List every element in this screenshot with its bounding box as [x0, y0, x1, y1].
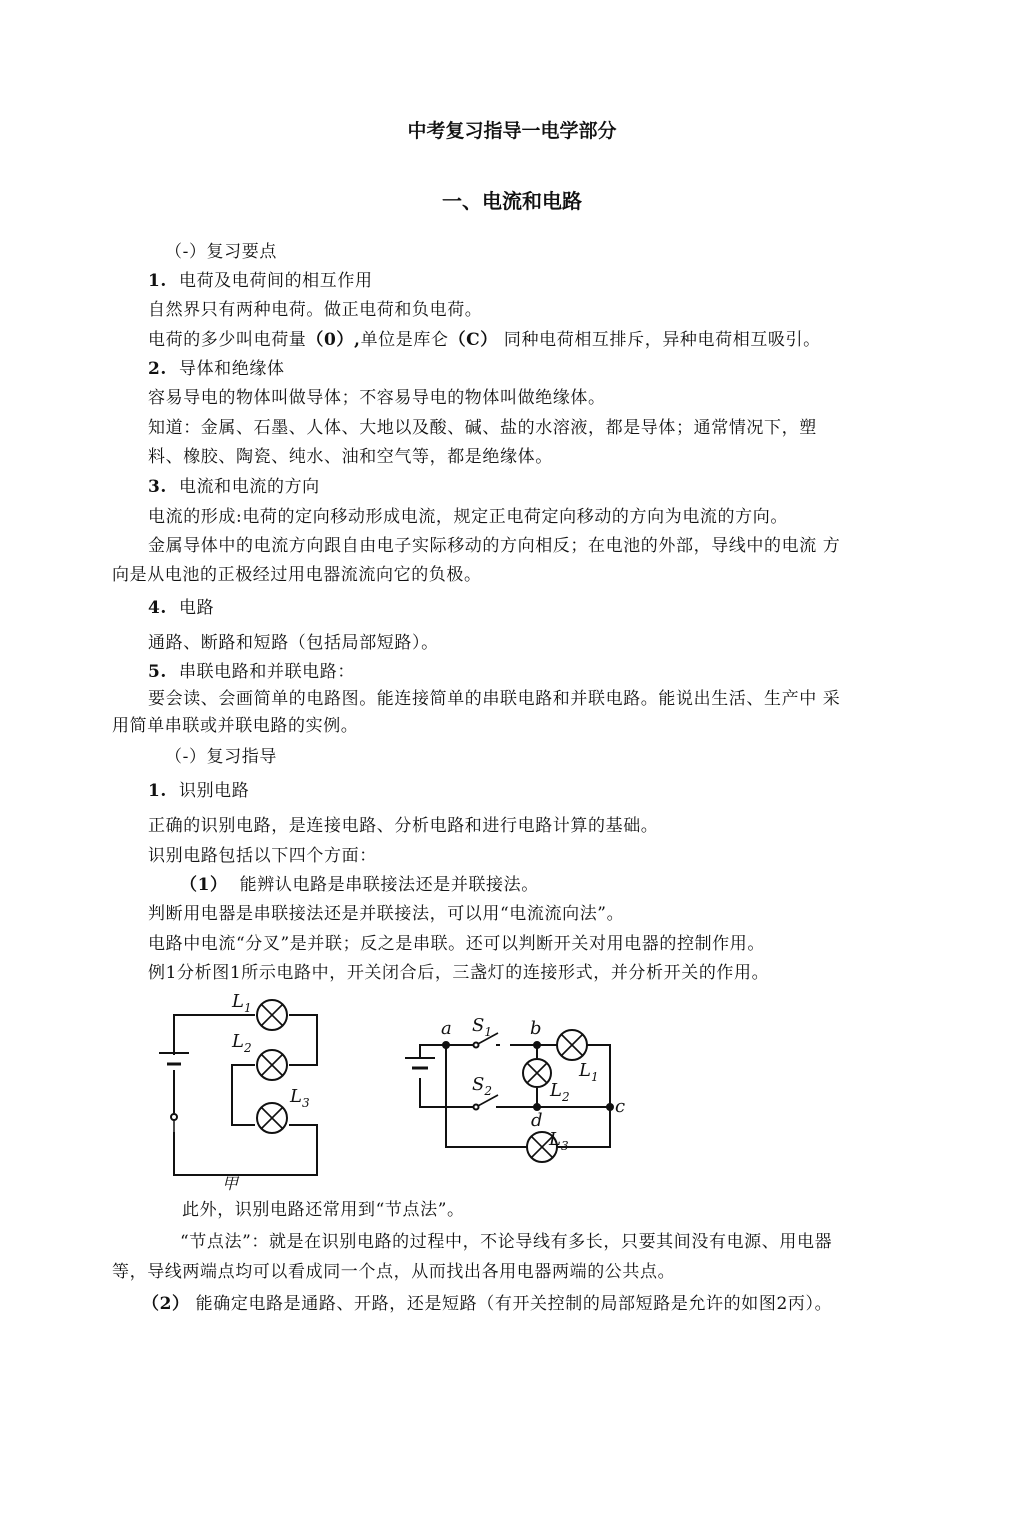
label-b: b	[530, 1018, 542, 1039]
label-a: a	[441, 1018, 452, 1039]
paragraph-line: 知道：金属、石墨、人体、大地以及酸、碱、盐的水溶液，都是导体；通常情况下，塑	[148, 418, 817, 438]
paragraph-line: 要会读、会画简单的电路图。能连接简单的串联电路和并联电路。能说出生活、生产中 采	[148, 689, 841, 709]
paragraph-line: 自然界只有两种电荷。做正电荷和负电荷。	[148, 300, 483, 320]
paragraph-line: 容易导电的物体叫做导体；不容易导电的物体叫做绝缘体。	[148, 388, 606, 408]
item-5-heading	[148, 661, 355, 683]
paragraph-line: 此外，识别电路还常用到“节点法”。	[182, 1200, 465, 1220]
item-number: 1.	[148, 271, 167, 291]
paragraph-line: 金属导体中的电流方向跟自由电子实际移动的方向相反；在电池的外部，导线中的电流 方	[148, 536, 841, 556]
subsection-review-guide: （-）复习指导	[165, 747, 277, 767]
label-L3-right: $L_3$	[549, 1129, 569, 1153]
label-L1-right: $L_1$	[579, 1060, 599, 1084]
item-title: 电流和电流的方向	[178, 477, 320, 497]
item-4-heading	[148, 597, 214, 619]
item-number: 2.	[148, 359, 167, 379]
item-number: 3.	[148, 477, 167, 497]
node-c	[607, 1104, 613, 1110]
paragraph-line: 正确的识别电路，是连接电路、分析电路和进行电路计算的基础。	[148, 816, 659, 836]
item-title: 电荷及电荷间的相互作用	[178, 271, 373, 291]
paragraph-line: 电荷的多少叫电荷量（0）,单位是库仑（C） 同种电荷相互排斥，异种电荷相互吸引。	[148, 330, 821, 350]
item-number: 5.	[148, 662, 167, 682]
paragraph-line: 通路、断路和短路（包括局部短路）。	[148, 633, 439, 653]
item-number: 4.	[148, 598, 167, 618]
point-1: （1） 能辨认电路是串联接法还是并联接法。	[180, 875, 539, 895]
label-S1: $S_1$	[472, 1015, 492, 1039]
example-1: 例1分析图1所示电路中，开关闭合后，三盏灯的连接形式，并分析开关的作用。	[148, 963, 770, 983]
node-b	[534, 1042, 540, 1048]
item-number: 1.	[148, 781, 167, 801]
item-2-heading	[148, 358, 285, 380]
paragraph-line: 识别电路包括以下四个方面：	[148, 846, 377, 866]
label-L2-right: $L_2$	[550, 1080, 570, 1104]
item-title: 电路	[178, 598, 215, 618]
circuit-figure	[0, 985, 1024, 1205]
label-S2: $S_2$	[472, 1074, 492, 1098]
label-L3-left: $L_3$	[290, 1086, 310, 1110]
point-2: （2） 能确定电路是通路、开路，还是短路（有开关控制的局部短路是允许的如图2丙）。	[142, 1294, 833, 1314]
paragraph-line: 电路中电流“分叉”是并联；反之是串联。还可以判断开关对用电器的控制作用。	[148, 934, 765, 954]
caption-jia: 甲	[222, 1174, 239, 1193]
item-1-heading	[148, 270, 373, 292]
subsection-review-points: （-）复习要点	[165, 242, 277, 262]
label-L2-left: $L_2$	[232, 1031, 252, 1055]
circuit-right	[405, 1030, 613, 1162]
paragraph-line: 判断用电器是串联接法还是并联接法，可以用“电流流向法”。	[148, 904, 625, 924]
section-heading: 一、电流和电路	[442, 189, 582, 213]
paragraph-line: 料、橡胶、陶瓷、纯水、油和空气等，都是绝缘体。	[148, 447, 553, 467]
label-c: c	[615, 1096, 626, 1117]
paragraph-line: 电流的形成:电荷的定向移动形成电流，规定正电荷定向移动的方向为电流的方向。	[148, 507, 788, 527]
item-title: 导体和绝缘体	[178, 359, 285, 379]
item-title: 串联电路和并联电路：	[178, 662, 355, 682]
paragraph-line: 向是从电池的正极经过用电器流流向它的负极。	[112, 565, 482, 585]
document-title: 中考复习指导一电学部分	[407, 120, 617, 142]
guide-1-heading	[148, 780, 249, 802]
item-3-heading	[148, 476, 320, 498]
node-a	[443, 1042, 449, 1048]
paragraph-line: 用简单串联或并联电路的实例。	[112, 716, 359, 736]
label-L1-left: $L_1$	[232, 991, 252, 1015]
paragraph-line: 等，导线两端点均可以看成同一个点，从而找出各用电器两端的公共点。	[112, 1262, 676, 1282]
label-d: d	[531, 1110, 543, 1131]
paragraph-line: “节点法”：就是在识别电路的过程中，不论导线有多长，只要其间没有电源、用电器	[180, 1232, 833, 1252]
item-title: 识别电路	[178, 781, 250, 801]
